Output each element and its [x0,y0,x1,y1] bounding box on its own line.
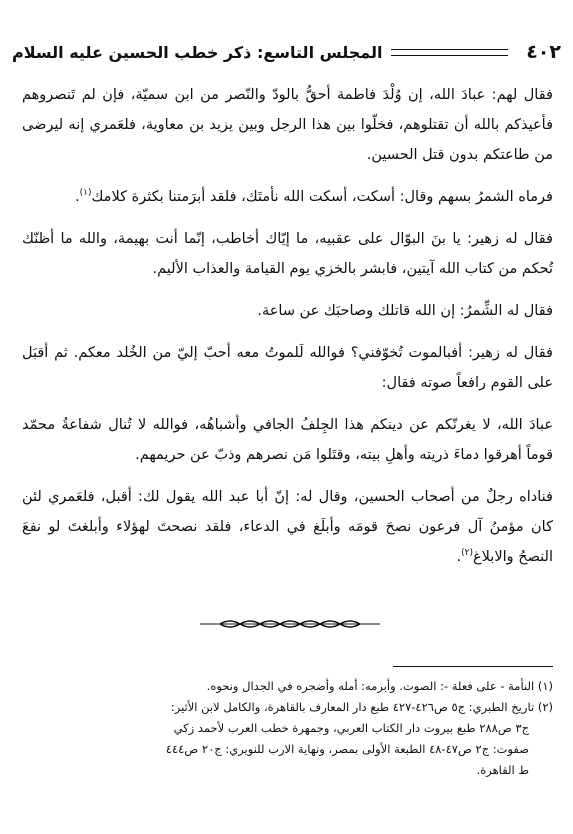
paragraph: فقال له زهير: أفبالموت تُخوّفني؟ فوالله لَلموتُ معه أحبّ إليّ من الخُلد معكم. ثم أقبَل على القوم رافعاً صوته فقال: [22,345,553,391]
footnote-ref: (٢) [461,548,473,559]
paragraph: فقال لهم: عبادَ الله، إن وُلْدَ فاطمة أحقُّ بالودّ والنّصر من ابن سميّة، فإن لم تَنصروهم فأعيذكم بالله أن تقتلوهم، فخلّوا بين هذا الرجل وبين يزيد بن معاوية، فلعَمري إنه ليرضى من طاعتكم بدون قتل الحسين. [22,87,553,163]
body-text [22,80,553,584]
footnotes [20,676,553,781]
footnote-rule [393,666,553,667]
paragraph: فقال له الشِّمرُ: إن الله قاتلك وصاحبَك عن ساعة. [257,303,553,319]
page-number: ٤٠٢ [526,41,561,63]
running-title: المجلس التاسع: ذكر خطب الحسين عليه السلام [12,42,383,62]
paragraph: فقال له زهير: يا بنَ البوّال على عقبيه، ما إيّاك أخاطب، إنّما أنت بهيمة، والله ما أظنّك تُحكم من كتاب الله آيتين، فابشر بالخزي يوم القيامة والعذاب الأليم. [22,231,553,277]
footnote-continuation: ط القاهرة. [476,763,529,777]
footnote-ref: (١) [79,188,92,199]
footnote-continuation: ج٣ ص٢٨٨ طبع بيروت دار الكتاب العربي، وجمهرة خطب العرب لأحمد زكي [173,721,529,735]
header-rule [391,49,509,56]
page-header [12,40,561,64]
footnote: (٢) تاريخ الطبري: ج٥ ص٤٢٦-٤٢٧ طبع دار المعارف بالقاهرة، والكامل لابن الأثير: [170,700,553,714]
ornament-divider [200,616,380,632]
paragraph: فرماه الشمرُ بسهم وقال: أسكت، أسكت الله نأمتَك، فلقد أبرَمتنا بكثرة كلامك$^{(١)}$. [74,188,553,205]
paragraph: عبادَ الله، لا يغرنّكم عن دينكم هذا الجِلفُ الجافي وأشباهُه، فوالله لا تُنال شفاعةُ محمّد قوماً أهرقوا دماءَ ذريته وأهلِ بيته، وقتَلوا مَن نصرهم وذبّ عن حريمهم. [22,417,553,463]
paragraph: فناداه رجلٌ من أصحاب الحسين، وقال له: إنّ أبا عبد الله يقول لك: أقبل، فلعَمري لئن كان مؤمنُ آل فرعون نصحَ قومَه وأبلَغ في الدعاء، فلقد نصحتَ لهؤلاء وأبلغتَ لو نفعَ النصحُ والابلاغ$^{(٢)}$. [22,489,553,565]
footnote-continuation: صفوت: ج٢ ص٤٧-٤٨ الطبعة الأولى بمصر، ونهاية الارب للنويري: ج٢٠ ص٤٤٤ [165,742,529,756]
footnote: (١) النأمة - على فعلة -: الصوت. وأبرمه: أمله وأضجره في الجدال ونحوه. [206,679,553,693]
